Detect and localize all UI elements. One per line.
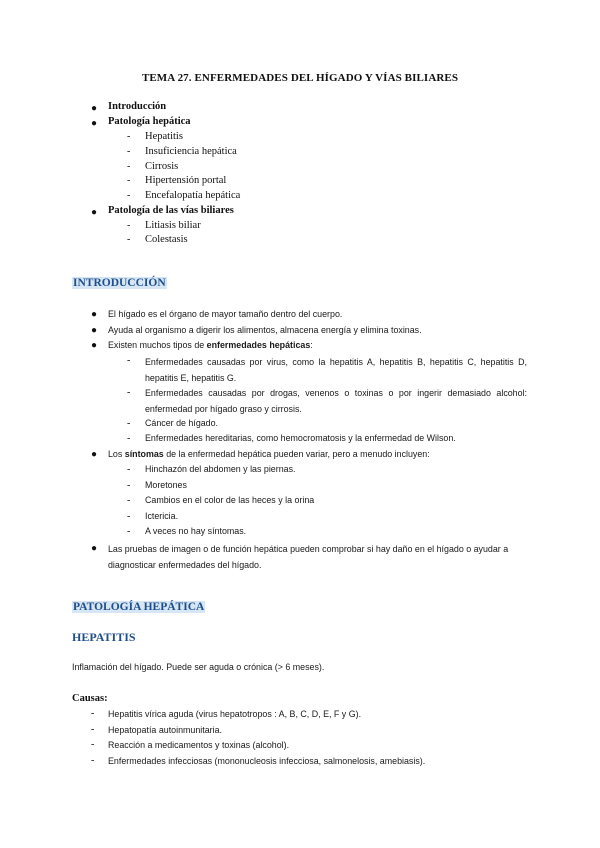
dash: - xyxy=(91,708,95,719)
dash: - xyxy=(127,495,131,506)
intro-p1: El hígado es el órgano de mayor tamaño dentro del cuerpo. xyxy=(108,309,343,319)
toc-item-insuficiencia: Insuficiencia hepática xyxy=(145,146,237,157)
bullet: ● xyxy=(91,340,98,351)
toc-item-colestasis: Colestasis xyxy=(145,234,188,245)
toc-dash: - xyxy=(127,146,131,157)
intro-p2: Ayuda al organismo a digerir los alimentos, almacena energía y elimina toxinas. xyxy=(108,325,422,335)
dash: - xyxy=(127,464,131,475)
intro-type-virus: Enfermedades causadas por virus, como la hepatitis A, hepatitis B, hepatitis C, hepatitis D, hepatitis E, hepatitis G. xyxy=(145,357,527,383)
toc-bullet: ● xyxy=(91,118,98,129)
symptom-item: A veces no hay síntomas. xyxy=(145,526,247,536)
toc-dash: - xyxy=(127,175,131,186)
toc-patologia-vias: Patología de las vías biliares xyxy=(108,205,234,216)
toc-item-litiasis: Litiasis biliar xyxy=(145,220,201,231)
dash: - xyxy=(127,480,131,491)
causa-item: Hepatopatía autoinmunitaria. xyxy=(108,725,222,735)
document-title: TEMA 27. ENFERMEDADES DEL HÍGADO Y VÍAS BILIARES xyxy=(141,72,459,84)
hepatitis-definition: Inflamación del hígado. Puede ser aguda o crónica (> 6 meses). xyxy=(72,662,325,672)
dash: - xyxy=(127,355,131,366)
patologia-heading: PATOLOGÍA HEPÁTICA xyxy=(73,601,205,613)
toc-dash: - xyxy=(127,190,131,201)
bullet: ● xyxy=(91,309,98,320)
intro-type-cancer: Cáncer de hígado. xyxy=(145,418,219,428)
dash: - xyxy=(127,433,131,444)
toc-introduccion: Introducción xyxy=(108,101,167,112)
dash: - xyxy=(127,511,131,522)
toc-item-encefalopatia: Encefalopatía hepática xyxy=(145,190,241,201)
symptom-item: Cambios en el color de las heces y la orina xyxy=(145,495,315,505)
toc-bullet: ● xyxy=(91,207,98,218)
bullet: ● xyxy=(91,449,98,460)
symptom-item: Ictericia. xyxy=(145,511,179,521)
toc-dash: - xyxy=(127,161,131,172)
toc-item-hipertension: Hipertensión portal xyxy=(145,175,227,186)
symptom-item: Moretones xyxy=(145,480,187,490)
toc-bullet: ● xyxy=(91,103,98,114)
causa-item: Enfermedades infecciosas (mononucleosis infecciosa, salmonelosis, amebiasis). xyxy=(108,756,426,766)
intro-p5: Las pruebas de imagen o de función hepática pueden comprobar si hay daño en el hígado o ayudar a diagnosticar enfermedades del hígado. xyxy=(108,544,509,570)
causas-label: Causas: xyxy=(72,693,108,704)
intro-type-drogas: Enfermedades causadas por drogas, venenos o toxinas o por ingerir demasiado alcohol: enfermedad por hígado graso y cirrosis. xyxy=(145,388,527,414)
dash: - xyxy=(127,526,131,537)
intro-p3: Existen muchos tipos de enfermedades hepáticas: xyxy=(108,340,313,350)
toc-dash: - xyxy=(127,234,131,245)
intro-type-hereditarias: Enfermedades hereditarias, como hemocromatosis y la enfermedad de Wilson. xyxy=(145,433,456,443)
bullet: ● xyxy=(91,543,98,554)
intro-heading: INTRODUCCIÓN xyxy=(73,277,166,289)
symptom-item: Hinchazón del abdomen y las piernas. xyxy=(145,464,296,474)
dash: - xyxy=(91,724,95,735)
causa-item: Hepatitis vírica aguda (virus hepatotropos : A, B, C, D, E, F y G). xyxy=(108,709,362,719)
dash: - xyxy=(91,755,95,766)
toc-patologia-hepatica: Patología hepática xyxy=(108,116,191,127)
toc-dash: - xyxy=(127,131,131,142)
toc-dash: - xyxy=(127,220,131,231)
causa-item: Reacción a medicamentos y toxinas (alcohol). xyxy=(108,740,290,750)
dash: - xyxy=(127,418,131,429)
toc-item-cirrosis: Cirrosis xyxy=(145,161,179,172)
intro-p4: Los síntomas de la enfermedad hepática pueden variar, pero a menudo incluyen: xyxy=(108,449,430,459)
dash: - xyxy=(127,387,131,398)
hepatitis-heading: HEPATITIS xyxy=(72,630,136,644)
toc-item-hepatitis: Hepatitis xyxy=(145,131,183,142)
bullet: ● xyxy=(91,325,98,336)
dash: - xyxy=(91,739,95,750)
